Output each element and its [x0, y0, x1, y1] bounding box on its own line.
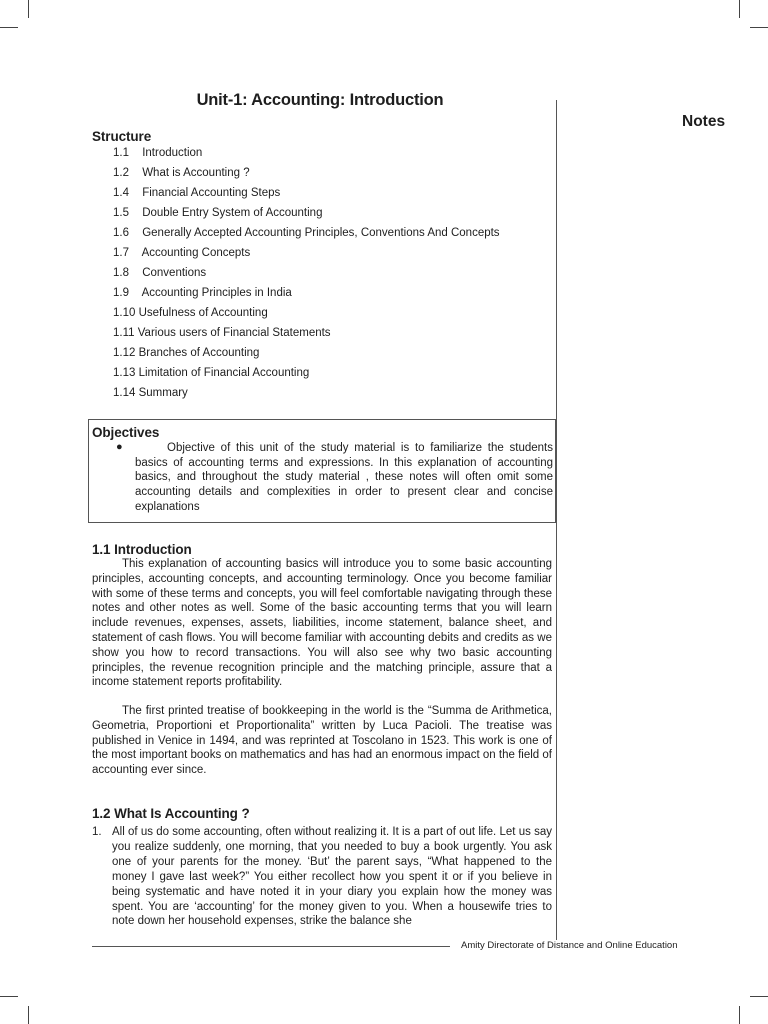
crop-mark: [750, 27, 768, 28]
structure-item: [113, 306, 500, 326]
crop-mark: [739, 0, 740, 18]
section-heading-introduction: 1.1 Introduction: [92, 542, 192, 557]
structure-item-number: 1.12: [113, 347, 136, 359]
structure-item-number: 1.2: [113, 167, 129, 179]
footer-rule: [92, 946, 450, 947]
margin-divider: [556, 100, 557, 940]
structure-item-label: Branches of Accounting: [138, 347, 260, 359]
structure-item-label: What is Accounting ?: [142, 167, 250, 179]
list-item-text: All of us do some accounting, often without realizing it. It is a part of out life. Let us say you realize suddenly, one morning, that you needed to buy a book urgently. You ask one of your parents for the money. ‘But’ the parent says, “What happened to the money I gave last week?” You either recollect how you spent it or if you believe in being systematic and have noted it in your diary you explain how the money was spent. You are ‘accounting’ for the money given to you. When a housewife tries to note down her household expenses, strike the balance she: [112, 826, 552, 928]
structure-item-number: 1.10: [113, 307, 136, 319]
structure-item: [113, 346, 500, 366]
section-heading-what-is-accounting: 1.2 What Is Accounting ?: [92, 806, 250, 821]
crop-mark: [0, 27, 18, 28]
structure-item-label: Accounting Principles in India: [141, 287, 292, 299]
structure-item: [113, 146, 500, 166]
structure-list: [113, 146, 500, 406]
bullet-icon: ●: [116, 441, 123, 453]
objectives-heading: Objectives: [92, 425, 160, 440]
structure-item-number: 1.4: [113, 187, 129, 199]
structure-heading: Structure: [92, 129, 152, 144]
structure-item-label: Double Entry System of Accounting: [142, 207, 323, 219]
structure-item-number: 1.13: [113, 367, 136, 379]
crop-mark: [739, 1006, 740, 1024]
structure-item-number: 1.11: [113, 327, 135, 339]
structure-item-number: 1.6: [113, 227, 129, 239]
structure-item-number: 1.9: [113, 287, 129, 299]
structure-item-label: Limitation of Financial Accounting: [138, 367, 310, 379]
structure-item-label: Summary: [138, 387, 188, 399]
footer-text: Amity Directorate of Distance and Online Education: [461, 940, 678, 951]
structure-item: [113, 246, 500, 266]
crop-mark: [28, 1006, 29, 1024]
structure-item: [113, 386, 500, 406]
structure-item-label: Various users of Financial Statements: [137, 327, 331, 339]
structure-item-label: Introduction: [142, 147, 203, 159]
structure-item-label: Financial Accounting Steps: [142, 187, 281, 199]
history-paragraph: The first printed treatise of bookkeeping in the world is the “Summa de Arithmetica, Geometria, Proportioni et Proportionalita” written by Luca Pacioli. The treatise was published in Venice in 1494, and was reprinted at Toscolano in 1523. This work is one of the most important books on mathematics and has had an enormous impact on the field of accounting ever since.: [92, 705, 552, 777]
structure-item-number: 1.14: [113, 387, 136, 399]
structure-item-label: Usefulness of Accounting: [138, 307, 268, 319]
crop-mark: [0, 996, 18, 997]
structure-item-label: Conventions: [142, 267, 207, 279]
structure-item: [113, 286, 500, 306]
structure-item-number: 1.7: [113, 247, 129, 259]
crop-mark: [28, 0, 29, 18]
structure-item-number: 1.5: [113, 207, 129, 219]
structure-item-number: 1.8: [113, 267, 129, 279]
list-item-number: 1.: [92, 826, 102, 838]
crop-mark: [750, 996, 768, 997]
structure-item: [113, 206, 500, 226]
structure-item: [113, 266, 500, 286]
notes-label: Notes: [682, 113, 726, 130]
structure-item: [113, 186, 500, 206]
structure-item-label: Generally Accepted Accounting Principles, Conventions And Concepts: [142, 227, 500, 239]
structure-item-label: Accounting Concepts: [141, 247, 251, 259]
structure-item: [113, 366, 500, 386]
page-title: Unit-1: Accounting: Introduction: [196, 91, 444, 109]
objectives-text: Objective of this unit of the study material is to familiarize the students basics of accounting terms and expressions. In this explanation of accounting basics, and throughout the study material , these notes will often omit some accounting details and complexities in order to present clear and concise explanations: [135, 442, 553, 513]
structure-item-number: 1.1: [113, 147, 129, 159]
structure-item: [113, 166, 500, 186]
structure-item: [113, 226, 500, 246]
intro-paragraph: This explanation of accounting basics will introduce you to some basic accounting principles, accounting concepts, and accounting terminology. Once you become familiar with some of these terms and concepts, you will feel comfortable navigating through these notes and other notes as well. Some of the basic accounting terms that you will learn include revenues, expenses, assets, liabilities, income statement, balance sheet, and statement of cash flows. You will become familiar with accounting debits and credits as we show you how to record transactions. You will also see why two basic accounting principles, the revenue recognition principle and the matching principle, assure that a income statement reports profitability.: [92, 558, 552, 689]
structure-item: [113, 326, 500, 346]
